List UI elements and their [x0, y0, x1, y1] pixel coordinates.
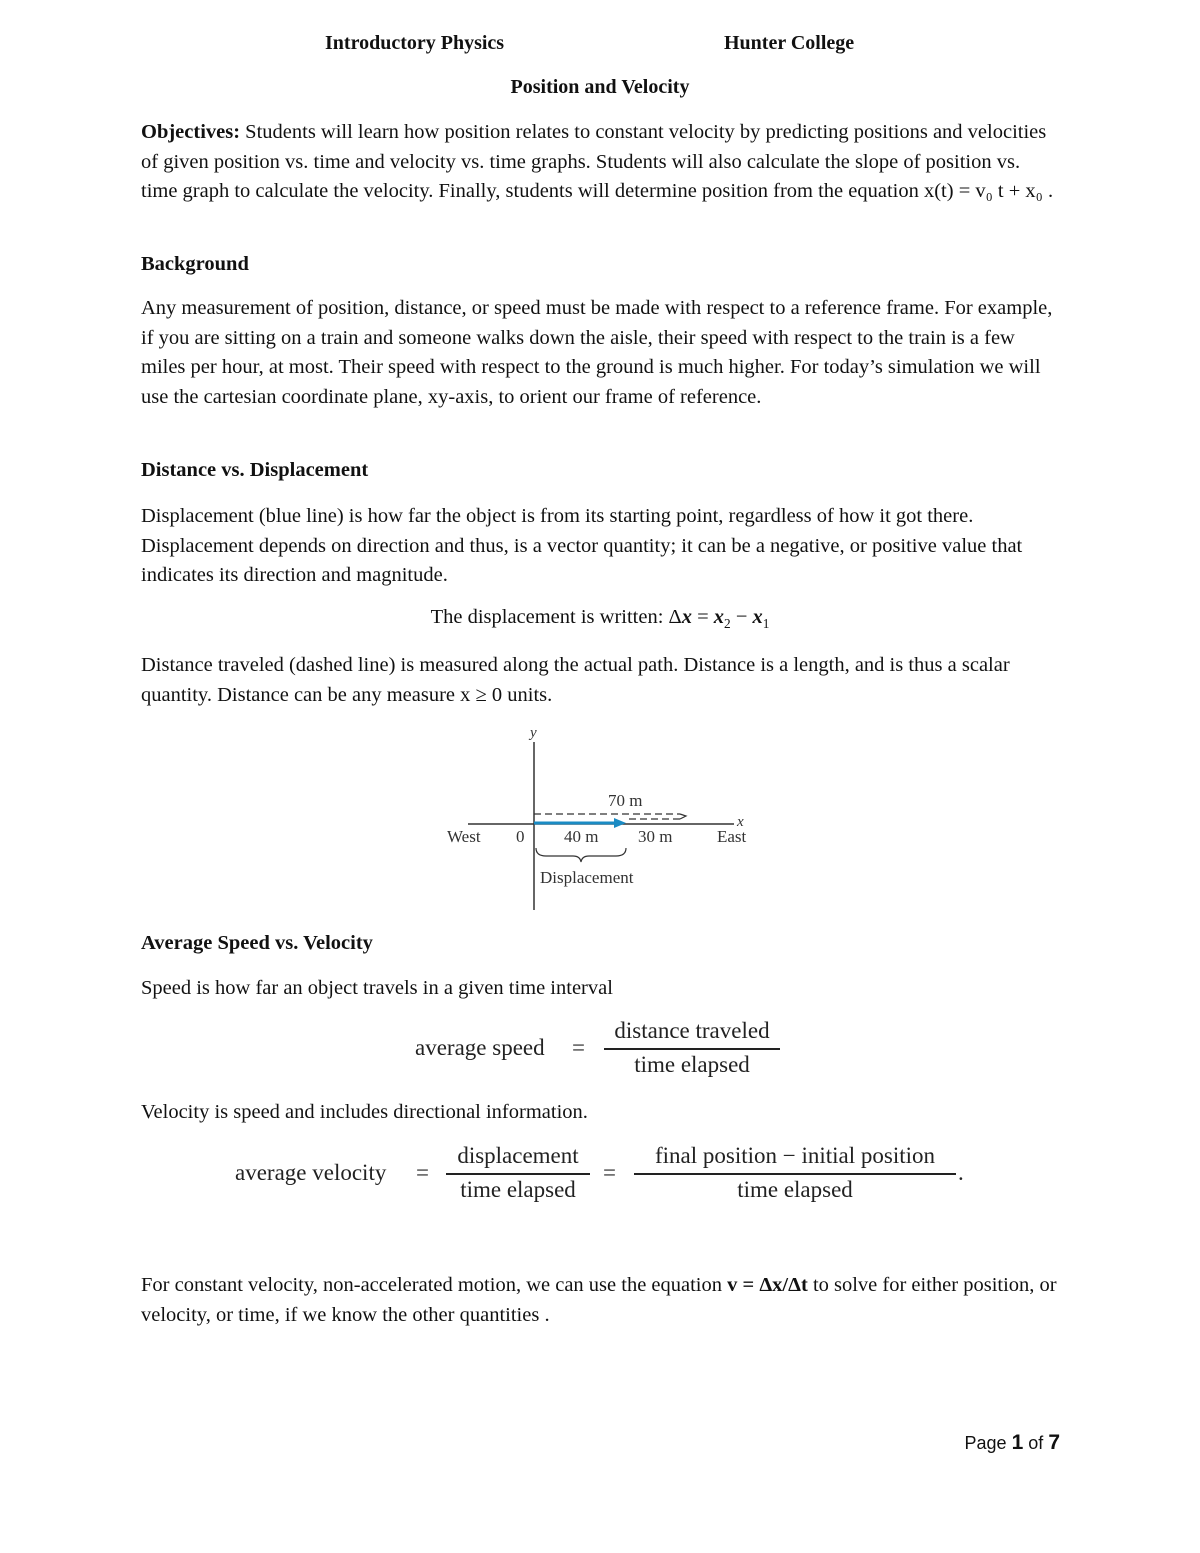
- page-title: Position and Velocity: [510, 76, 690, 98]
- x-axis-label: x: [737, 814, 744, 830]
- speed-equals: =: [572, 1035, 585, 1060]
- speed-numerator: distance traveled: [614, 1018, 770, 1043]
- origin-label: 0: [516, 827, 525, 846]
- page-number: [965, 1431, 1060, 1455]
- displacement-arrowhead: [614, 818, 626, 828]
- objectives-label: Objectives:: [141, 121, 241, 143]
- displacement-paragraph: Displacement (blue line) is how far the object is from its starting point, regardless of how it got there. Displacement depends on direction and thus, is a vector quantity; it can be a negative, or positive value that indicates its direction and magnitude.: [141, 505, 1023, 586]
- speed-heading: Average Speed vs. Velocity: [141, 932, 373, 954]
- displacement-eq-prefix: The displacement is written:: [430, 606, 669, 628]
- speed-fraction-bar: [604, 1048, 780, 1050]
- speed-lhs: average speed: [415, 1035, 545, 1060]
- objectives-paragraph: [141, 118, 1061, 207]
- distance-paragraph: Distance traveled (dashed line) is measured along the actual path. Distance is a length, and is thus a scalar quantity. Distance can be any measure x ≥ 0 units.: [141, 654, 1010, 706]
- velocity-denominator-1: time elapsed: [460, 1177, 576, 1202]
- page-word: Page: [964, 1433, 1007, 1453]
- objectives-text: Students will learn how position relates to constant velocity by predicting positions and velocities of given position vs. time and velocity vs. time graphs. Students will also calculate the slope of position vs. time graph to calculate the velocity. Finally, students will determine position from the equation: [141, 121, 1047, 202]
- constant-velocity-equation: v = Δx/Δt: [727, 1274, 808, 1296]
- east-label: East: [717, 827, 747, 846]
- displacement-brace-label: Displacement: [540, 868, 634, 887]
- west-label: West: [447, 827, 481, 846]
- objectives-equation: x(t) = v₀ t + x₀ .: [923, 180, 1054, 202]
- page-of-word: of: [1028, 1433, 1044, 1453]
- college-name: Hunter College: [724, 32, 855, 54]
- speed-denominator: time elapsed: [634, 1052, 750, 1077]
- velocity-fraction-bar-2: [634, 1173, 956, 1175]
- velocity-lhs: average velocity: [235, 1160, 387, 1185]
- velocity-paragraph: Velocity is speed and includes directional information.: [141, 1101, 588, 1123]
- velocity-fraction-bar-1: [446, 1173, 590, 1175]
- displacement-eq-formula: $\Delta x = x_2 - x_1$: [668, 606, 770, 632]
- distance-heading: Distance vs. Displacement: [141, 459, 369, 481]
- segment-2-label: 30 m: [638, 827, 673, 846]
- y-axis-label: y: [530, 725, 537, 741]
- velocity-numerator-2: final position − initial position: [654, 1143, 936, 1168]
- course-title: Introductory Physics: [325, 32, 505, 54]
- displacement-diagram: [430, 720, 770, 915]
- velocity-period: .: [958, 1160, 964, 1185]
- background-paragraph: Any measurement of position, distance, or speed must be made with respect to a reference frame. For example, if you are sitting on a train and someone walks down the aisle, their speed with respect to the train is a few miles per hour, at most. Their speed with respect to the ground is much higher. For today’s simulation we will use the cartesian coordinate plane, xy-axis, to orient our frame of reference.: [141, 297, 1053, 408]
- page-current: 1: [1011, 1431, 1024, 1454]
- displacement-equation: [0, 606, 1200, 632]
- constant-velocity-text-after: to solve for either position, or velocity, or time, if we know the other quantities .: [141, 1274, 1057, 1326]
- velocity-equals-2: =: [603, 1160, 616, 1185]
- distance-path-turn: [680, 814, 686, 819]
- total-distance-label: 70 m: [608, 791, 643, 810]
- page-total: 7: [1048, 1431, 1060, 1454]
- speed-paragraph: Speed is how far an object travels in a given time interval: [141, 977, 613, 999]
- constant-velocity-paragraph: [141, 1271, 1061, 1330]
- velocity-numerator-1: displacement: [457, 1143, 579, 1168]
- constant-velocity-text-before: For constant velocity, non-accelerated motion, we can use the equation: [141, 1274, 728, 1296]
- velocity-denominator-2: time elapsed: [737, 1177, 853, 1202]
- velocity-equals-1: =: [416, 1160, 429, 1185]
- background-heading: Background: [141, 253, 249, 275]
- displacement-brace: [536, 848, 626, 862]
- segment-1-label: 40 m: [564, 827, 599, 846]
